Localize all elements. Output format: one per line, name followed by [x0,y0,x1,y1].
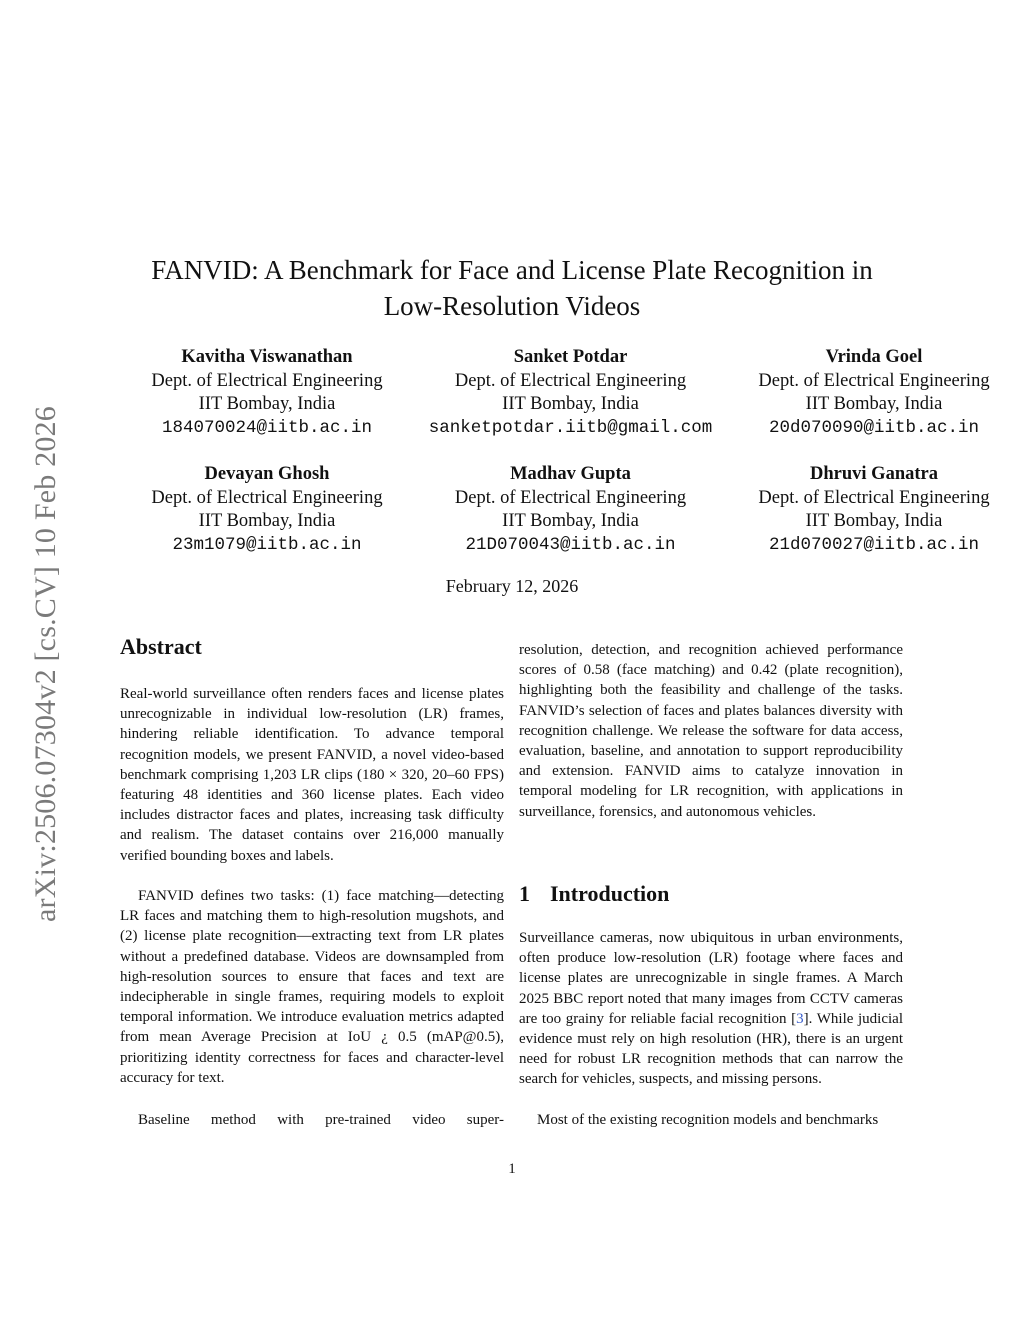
title-line-2: Low-Resolution Videos [383,291,641,321]
author-institution: IIT Bombay, India [198,511,336,531]
author-card [117,346,417,440]
author-institution: IIT Bombay, India [502,511,639,531]
intro-text-after-cite: ]. While judicial evidence must rely on high resolution (HR), there is an urgent need for robust LR recognition methods that can narrow the search for vehicles, suspects, and missing persons. [519,1010,903,1088]
author-block [112,346,1024,580]
author-dept: Dept. of Electrical Engineering [151,487,383,508]
author-name: Kavitha Viswanathan [181,347,353,367]
author-dept: Dept. of Electrical Engineering [454,487,687,508]
author-email[interactable]: 184070024@iitb.ac.in [161,417,373,438]
author-dept: Dept. of Electrical Engineering [758,370,990,391]
section-number: 1 [519,881,530,906]
author-name: Vrinda Goel [825,347,923,367]
abstract-paragraph-1: Real-world surveillance often renders faces and license plates unrecognizable in individual low-resolution (LR) frames, hindering reliable identification. To advance temporal recognition models, we present FANVID, a novel video-based benchmark comprising 1,203 LR clips (180 × 320, 20–60 FPS) featuring 48 identities and 360 license plates. Each video includes distractor faces and plates, increasing task difficulty and realism. The dataset contains over 216,000 manually verified bounding boxes and labels. [120,686,504,864]
author-row-1 [112,346,1024,440]
author-institution: IIT Bombay, India [198,394,336,414]
arxiv-id: arXiv:2506.07304v2 [cs.CV] 10 Feb 2026 [29,406,62,922]
author-card [117,463,417,557]
abstract-paragraph-3-end: resolution, detection, and recognition achieved performance scores of 0.58 (face matching) and 0.42 (plate recognition), highlighting both the feasibility and challenge of the tasks. FANVID’s selection of faces and plates balances diversity with recognition challenge. We release the software for data access, evaluation, baseline, and annotation to support reproducibility and extension. FANVID aims to catalyze innovation in temporal modeling for LR recognition, with applications in surveillance, forensics, and autonomous vehicles. [519,642,903,820]
citation-link[interactable]: 3 [796,1010,804,1027]
author-name: Sanket Potdar [513,347,628,367]
author-name: Madhav Gupta [510,464,631,484]
author-name: Dhruvi Ganatra [810,464,938,484]
introduction-heading [519,880,669,908]
author-row-2 [112,463,1024,557]
author-email[interactable]: 20d070090@iitb.ac.in [768,417,980,438]
author-card [724,346,1024,440]
author-email[interactable]: 21d070027@iitb.ac.in [768,534,980,555]
arxiv-stamp [28,372,64,956]
introduction-paragraph-2-start: Most of the existing recognition models and benchmarks [537,1112,879,1128]
author-dept: Dept. of Electrical Engineering [758,487,990,508]
author-institution: IIT Bombay, India [805,394,943,414]
paper-date: February 12, 2026 [445,576,579,596]
title-line-1: FANVID: A Benchmark for Face and License Plate Recognition in [151,255,873,285]
author-card [421,463,721,557]
author-email[interactable]: sanketpotdar.iitb@gmail.com [428,417,713,438]
section-title: Introduction [550,881,670,906]
author-institution: IIT Bombay, India [502,394,639,414]
introduction-paragraph-1 [519,928,903,1090]
author-institution: IIT Bombay, India [805,511,943,531]
author-card [421,346,721,440]
author-email[interactable]: 21D070043@iitb.ac.in [465,534,676,555]
abstract-paragraph-3-start: Baseline method with pre-trained video super- [138,1112,504,1128]
page-number: 1 [508,1161,516,1177]
intro-text-before-cite: Surveillance cameras, now ubiquitous in urban environments, often produce low-resolution (LR) footage where faces and license plates are unrecognizable in single frames. A March 2025 BBC report noted that many images from CCTV cameras are too grainy for reliable facial recognition [ [519,930,903,1027]
author-dept: Dept. of Electrical Engineering [454,370,687,391]
author-email[interactable]: 23m1079@iitb.ac.in [172,534,362,555]
author-dept: Dept. of Electrical Engineering [151,370,383,391]
abstract-heading: Abstract [120,634,202,659]
abstract-paragraph-2: FANVID defines two tasks: (1) face matching—detecting LR faces and matching them to high-resolution mugshots, and (2) license plate recognition—extracting text from LR plates without a predefined database. Videos are downsampled from high-resolution sources to ensure that faces and text are indecipherable in single frames, requiring models to exploit temporal information. We introduce evaluation metrics adapted from mean Average Precision at IoU ¿ 0.5 (mAP@0.5), prioritizing identity correctness for faces and character-level accuracy for text. [120,888,504,1086]
author-name: Devayan Ghosh [204,464,330,484]
paper-title [100,252,924,324]
author-card [724,463,1024,557]
